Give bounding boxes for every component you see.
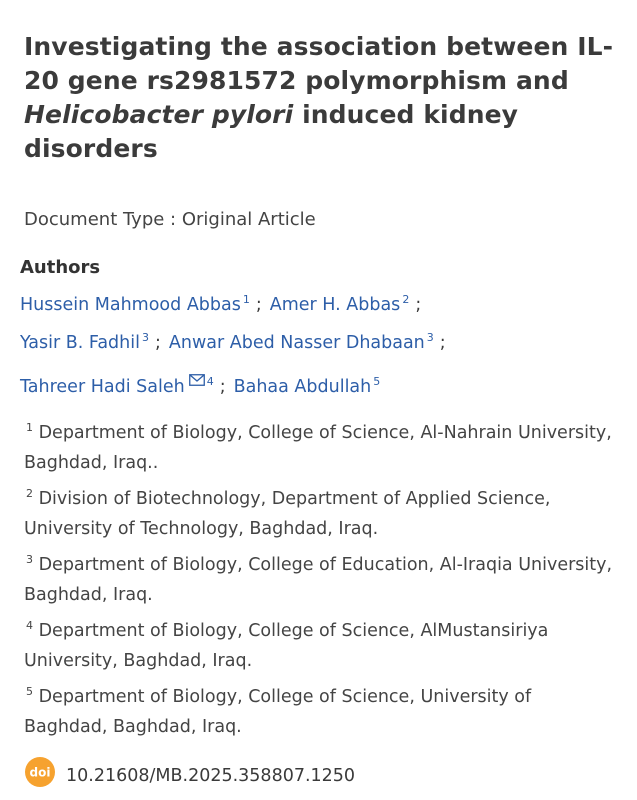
affiliation-4 (24, 616, 620, 676)
author-line-3 (20, 362, 620, 406)
affiliation-1 (24, 418, 620, 478)
author-affiliation-sup: 1 (242, 293, 250, 306)
author-link-tahreer-hadi-saleh[interactable] (20, 377, 214, 397)
author-link-bahaa-abdullah[interactable] (234, 377, 381, 397)
title-text-part1: Investigating the association between IL-20 gene rs2981572 polymorphism and (24, 32, 614, 95)
author-link-anwar-abed-nasser-dhabaan[interactable] (169, 333, 434, 353)
affiliation-2 (24, 484, 620, 544)
affiliation-text: Division of Biotechnology, Department of Applied Science, University of Technology, Baghdad, Iraq. (24, 489, 551, 539)
author-affiliation-sup: 2 (402, 293, 410, 306)
author-name: Anwar Abed Nasser Dhabaan (168, 333, 425, 353)
author-affiliation-sup: 4 (206, 375, 214, 388)
doi-row (24, 760, 355, 792)
article-title (24, 30, 620, 166)
affiliation-sup: 1 (26, 421, 33, 434)
title-italic-species: Helicobacter pylori (24, 100, 294, 129)
affiliation-sup: 3 (26, 553, 33, 566)
author-separator: ; (154, 333, 161, 353)
author-link-amer-h-abbas[interactable] (270, 295, 410, 315)
author-name: Bahaa Abdullah (233, 377, 372, 397)
author-name: Tahreer Hadi Saleh (20, 377, 185, 397)
author-name: Hussein Mahmood Abbas (20, 295, 241, 315)
author-separator: ; (415, 295, 422, 315)
affiliation-text: Department of Biology, College of Science, AlMustansiriya University, Baghdad, Iraq. (24, 621, 549, 671)
mail-icon[interactable] (189, 362, 205, 400)
doi-icon (24, 756, 56, 788)
affiliation-text: Department of Biology, College of Education, Al-Iraqia University, Baghdad, Iraq. (24, 555, 613, 605)
affiliation-5 (24, 682, 620, 742)
author-affiliation-sup: 5 (373, 375, 381, 388)
author-separator: ; (255, 295, 262, 315)
affiliation-text: Department of Biology, College of Science, Al-Nahrain University, Baghdad, Iraq.. (24, 423, 612, 473)
authors-heading: Authors (20, 257, 101, 278)
author-name: Yasir B. Fadhil (20, 333, 140, 353)
affiliation-sup: 4 (26, 619, 33, 632)
document-type: Document Type : Original Article (24, 209, 316, 230)
author-line-2 (20, 324, 620, 362)
title-text-part2: induced kidney disorders (24, 100, 519, 163)
article-header (20, 30, 620, 748)
affiliations-list (24, 418, 620, 742)
author-affiliation-sup: 3 (141, 331, 149, 344)
doi-link[interactable]: 10.21608/MB.2025.358807.1250 (66, 766, 356, 786)
author-line-1 (20, 286, 620, 324)
affiliation-text: Department of Biology, College of Science, University of Baghdad, Baghdad, Iraq. (24, 687, 532, 737)
affiliation-sup: 2 (26, 487, 33, 500)
author-name: Amer H. Abbas (269, 295, 401, 315)
author-affiliation-sup: 3 (426, 331, 434, 344)
affiliation-3 (24, 550, 620, 610)
author-separator: ; (439, 333, 446, 353)
affiliation-sup: 5 (26, 685, 33, 698)
doi-badge-text: doi (29, 765, 51, 780)
author-link-hussein-mahmood-abbas[interactable] (20, 295, 250, 315)
author-separator: ; (219, 377, 226, 397)
authors-list (20, 286, 620, 406)
author-link-yasir-b-fadhil[interactable] (20, 333, 149, 353)
